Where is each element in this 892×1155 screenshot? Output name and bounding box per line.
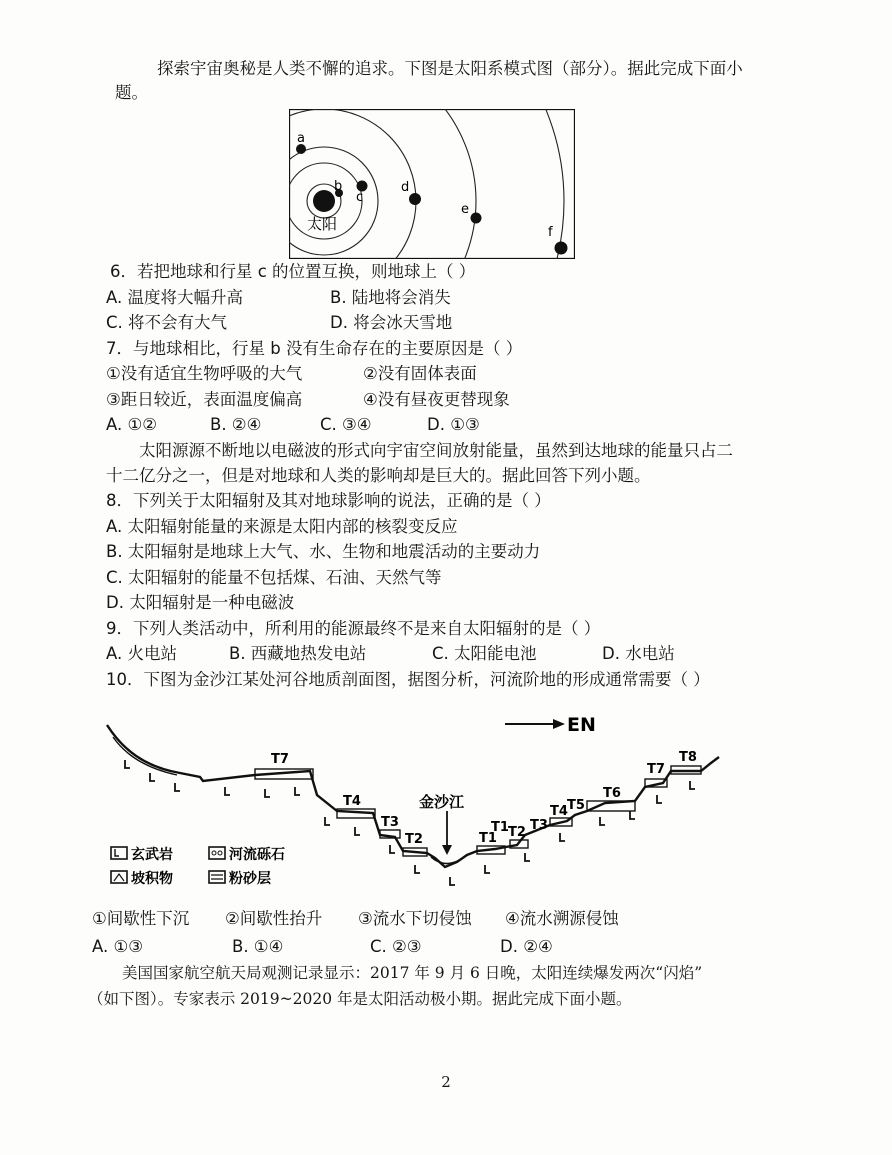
- question-8-option-a: A. 太阳辐射能量的来源是太阳内部的核裂变反应: [106, 517, 458, 536]
- river-pointer-arrowhead-icon: [442, 845, 452, 855]
- intro-paragraph-3-line1: 美国国家航空航天局观测记录显示：2017 年 9 月 6 日晚，太阳连续爆发两次“闪焰”: [122, 964, 703, 982]
- question-7-stem: 7．与地球相比，行星 b 没有生命存在的主要原因是（ ）: [106, 339, 523, 358]
- question-8-stem: 8．下列关于太阳辐射及其对地球影响的说法，正确的是（ ）: [106, 491, 551, 510]
- terrace-label-right-t7: T7: [647, 762, 665, 777]
- intro-paragraph-1-line2: 题。: [115, 83, 148, 102]
- question-6-option-b: B. 陆地将会消失: [330, 288, 451, 307]
- terrace-label-right-t5: T5: [567, 798, 585, 813]
- question-10-stem: 10．下图为金沙江某处河谷地质剖面图，据图分析，河流阶地的形成通常需要（ ）: [106, 670, 710, 689]
- terrace-label-right-t8: T8: [679, 750, 697, 765]
- question-10-item-2: ②间歇性抬升: [225, 909, 323, 928]
- question-10-option-c: C. ②③: [370, 937, 422, 956]
- solar-system-diagram: [289, 109, 575, 259]
- legend-basalt-swatch: [111, 847, 127, 859]
- orbit-e: [289, 109, 476, 259]
- terrace-label-left-t7: T7: [271, 752, 289, 767]
- question-8-option-b: B. 太阳辐射是地球上大气、水、生物和地震活动的主要动力: [106, 542, 541, 561]
- direction-arrowhead-icon: [553, 719, 565, 729]
- planet-e: [471, 213, 482, 224]
- legend-colluvium-swatch: [111, 871, 127, 883]
- terrace-label-left-t4: T4: [343, 794, 361, 809]
- basalt-marks: [125, 760, 695, 885]
- question-9-option-d: D. 水电站: [602, 644, 675, 663]
- label-b: b: [334, 179, 343, 194]
- question-10-item-3: ③流水下切侵蚀: [358, 909, 472, 928]
- question-7-item-3: ③距日较近，表面温度偏高: [106, 390, 303, 409]
- terrace-label-right-t4: T4: [550, 804, 568, 819]
- legend-colluvium-label: 坡积物: [131, 871, 173, 887]
- label-c: c: [356, 190, 364, 205]
- question-8-option-d: D. 太阳辐射是一种电磁波: [106, 593, 295, 612]
- intro-paragraph-3-line2: （如下图）。专家表示 2019~2020 年是太阳活动极小期。据此完成下面小题。: [88, 990, 632, 1008]
- question-10-item-4: ④流水溯源侵蚀: [505, 909, 619, 928]
- planet-f: [555, 242, 568, 255]
- question-6-option-c: C. 将不会有大气: [106, 313, 228, 332]
- terrace-label-right-t6: T6: [603, 786, 621, 801]
- river-label: 金沙江: [419, 793, 465, 811]
- orbit-d: [289, 109, 416, 259]
- label-a: a: [297, 131, 305, 146]
- intro-paragraph-2-line2: 十二亿分之一，但是对地球和人类的影响却是巨大的。据此回答下列小题。: [106, 466, 651, 485]
- sun-icon: [313, 190, 335, 212]
- intro-paragraph-2-line1: 太阳源源不断地以电磁波的形式向宇宙空间放射能量，虽然到达地球的能量只占二: [139, 441, 733, 460]
- legend-gravel-label: 河流砾石: [229, 847, 285, 863]
- label-e: e: [461, 202, 469, 217]
- orbit-f: [289, 109, 564, 259]
- terrace-label-left-t1: T1: [479, 831, 497, 846]
- legend-gravel-swatch: [209, 847, 225, 859]
- question-7-option-c: C. ③④: [320, 415, 372, 434]
- intro-paragraph-1-line1: 探索宇宙奥秘是人类不懈的追求。下图是太阳系模式图（部分）。据此完成下面小: [157, 59, 743, 78]
- legend-silt-swatch: [209, 871, 225, 883]
- river-terrace-profile-diagram: [105, 705, 765, 905]
- question-10-option-a: A. ①③: [92, 937, 144, 956]
- legend-basalt-label: 玄武岩: [131, 847, 173, 863]
- legend: [111, 846, 285, 887]
- question-7-option-d: D. ①③: [427, 415, 480, 434]
- question-7-option-a: A. ①②: [106, 415, 158, 434]
- direction-label: EN: [567, 714, 596, 736]
- planet-d: [409, 193, 421, 205]
- label-f: f: [548, 225, 553, 240]
- question-8-option-c: C. 太阳辐射的能量不包括煤、石油、天然气等: [106, 568, 442, 587]
- question-9-option-c: C. 太阳能电池: [432, 644, 537, 663]
- legend-silt-label: 粉砂层: [229, 871, 271, 887]
- terrace-label-left-t2: T2: [405, 832, 423, 847]
- question-9-option-b: B. 西藏地热发电站: [229, 644, 367, 663]
- question-7-item-1: ①没有适宜生物呼吸的大气: [106, 364, 303, 383]
- question-7-option-b: B. ②④: [210, 415, 262, 434]
- terrace-label-right-t3: T3: [530, 818, 548, 833]
- question-10-option-b: B. ①④: [232, 937, 284, 956]
- sun-label: 太阳: [307, 215, 338, 233]
- terrace-label-right-t1: T1: [491, 820, 509, 835]
- question-7-item-2: ②没有固体表面: [363, 364, 477, 383]
- label-d: d: [401, 180, 410, 195]
- question-9-option-a: A. 火电站: [106, 644, 177, 663]
- question-6-option-a: A. 温度将大幅升高: [106, 288, 243, 307]
- terrace-label-right-t2: T2: [508, 825, 526, 840]
- terrace-label-left-t3: T3: [381, 815, 399, 830]
- question-10-option-d: D. ②④: [500, 937, 553, 956]
- question-6-stem: 6．若把地球和行星 c 的位置互换，则地球上（ ）: [110, 262, 476, 281]
- page-number: 2: [441, 1073, 451, 1091]
- question-7-item-4: ④没有昼夜更替现象: [363, 390, 510, 409]
- question-10-item-1: ①间歇性下沉: [92, 909, 190, 928]
- question-9-stem: 9．下列人类活动中，所利用的能源最终不是来自太阳辐射的是（ ）: [106, 619, 601, 638]
- question-6-option-d: D. 将会冰天雪地: [330, 313, 453, 332]
